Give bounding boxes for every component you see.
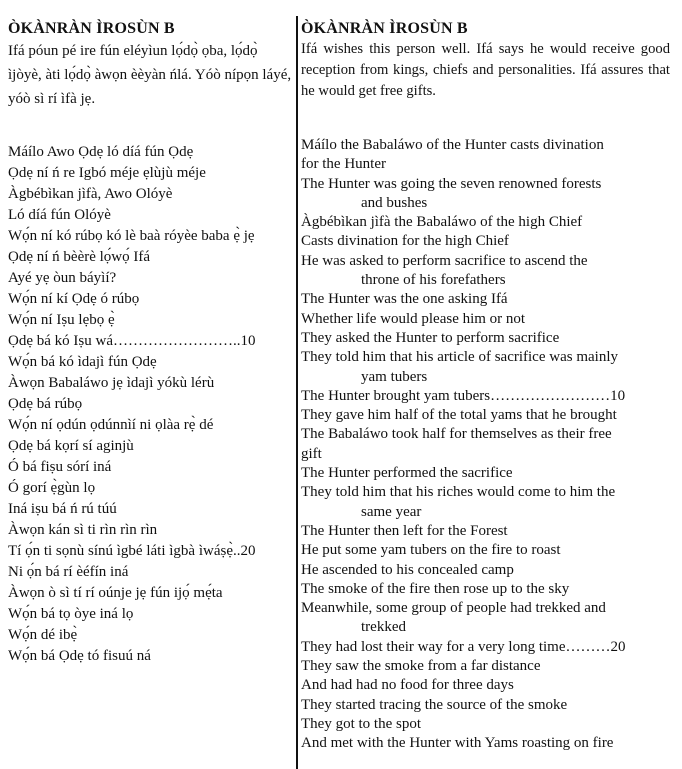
english-verse-text: The Hunter was the one asking Ifá: [301, 291, 508, 308]
english-verse-text: They started tracing the source of the smoke: [301, 696, 568, 713]
english-verse-line: [301, 522, 670, 541]
english-verse-line: [301, 425, 670, 464]
english-verse-text: Meanwhile, some group of people had trekked and: [301, 600, 606, 617]
yoruba-verse-line: Wọ́n ní kó rúbọ kó lè baà róyèe baba ẹ̀ jẹ: [8, 228, 255, 244]
english-verse-line: [301, 175, 670, 214]
english-verse-line: [301, 561, 670, 580]
english-verse-text: The Hunter was going the seven renowned forests: [301, 175, 602, 192]
english-verse-text: And had had no food for three days: [301, 677, 514, 694]
english-verse-text: They gave him half of the total yams that he brought: [301, 407, 617, 424]
english-verse-text: They got to the spot: [301, 715, 421, 732]
yoruba-verse-line: Ni ọ́n bá rí èéfín iná: [8, 564, 129, 580]
english-verse-list: [301, 136, 670, 754]
english-verse-text: They told him that his article of sacrifice was mainly: [301, 349, 618, 366]
yoruba-verse-list: [8, 142, 292, 667]
yoruba-verse-line: Wọ́n bá kó ìdajì fún Ọdẹ: [8, 354, 157, 370]
english-verse-text: They told him that his riches would come to him the: [301, 484, 616, 501]
english-verse-line: [301, 734, 670, 753]
english-verse-line: [301, 406, 670, 425]
english-verse-continuation: gift: [301, 445, 322, 462]
english-verse-text: Àgbébìkan jìfà the Babaláwo of the high Chief: [301, 214, 583, 231]
yoruba-verse-line: Wọ́n dé ibẹ̀: [8, 627, 78, 643]
english-verse-text: Máílo the Babaláwo of the Hunter casts divination: [301, 137, 604, 153]
english-verse-line: [301, 483, 670, 522]
english-verse-text: The Hunter brought yam tubers……………………10: [301, 387, 626, 404]
english-verse-line: [301, 696, 670, 715]
yoruba-verse-line: Ọdẹ ní ń re Igbó méje ẹlùjù méje: [8, 165, 206, 181]
english-verse-text: The Babaláwo took half for themselves as their free: [301, 426, 612, 443]
yoruba-verse-line: Tí ọ́n ti sọnù sínú ìgbé láti ìgbà ìwáṣẹ̀..20: [8, 543, 256, 559]
yoruba-verse-line: Ó gorí ẹ̀gùn lọ: [8, 480, 96, 496]
english-verse-text: He put some yam tubers on the fire to roast: [301, 542, 561, 559]
yoruba-column: [8, 18, 292, 664]
yoruba-verse-line: Wọ́n bá Ọdẹ tó fisuú ná: [8, 648, 151, 664]
english-verse-line: [301, 348, 670, 387]
english-verse-line: [301, 599, 670, 638]
yoruba-verse-line: Àwọn ò sì tí rí oúnje jẹ fún ijọ́ mẹ́ta: [8, 585, 223, 601]
english-verse-line: [301, 290, 670, 309]
english-verse-line: [301, 676, 670, 695]
yoruba-verse-line: Ayé yẹ òun báyìí?: [8, 270, 117, 286]
english-verse-line: [301, 329, 670, 348]
english-verse-line: [301, 580, 670, 599]
english-verse-text: And met with the Hunter with Yams roasting on fire: [301, 735, 614, 752]
english-verse-continuation: yam tubers: [361, 368, 428, 385]
english-verse-line: [301, 657, 670, 676]
english-verse-text: They saw the smoke from a far distance: [301, 658, 541, 675]
english-verse-line: [301, 252, 670, 291]
yoruba-verse-line: Ó bá fiṣu sórí iná: [8, 459, 112, 475]
english-verse-text: The Hunter performed the sacrifice: [301, 465, 513, 482]
english-intro: Ifá wishes this person well. Ifá says he would receive good reception from kings, chiefs and personalities. Ifá assures that he would get free gifts.: [301, 41, 670, 99]
english-verse-continuation: same year: [361, 503, 422, 520]
english-verse-text: Whether life would please him or not: [301, 310, 526, 327]
english-title: ÒKÀNRÀN ÌROSÙN B: [301, 20, 468, 37]
yoruba-verse-line: Iná iṣu bá ń rú túú: [8, 501, 117, 517]
english-verse-continuation: trekked: [361, 619, 406, 636]
yoruba-intro: Ifá póun pé ire fún eléyìun lọ́dọ̀ ọba, lọ́dọ̀ ìjòyè, àti lọ́dọ̀ àwọn èèyàn ńlá. Yóò nípọn láyé, yóò sì rí ìfà jẹ.: [8, 43, 292, 107]
yoruba-verse-line: Wọ́n ní kí Ọdẹ ó rúbọ: [8, 291, 140, 307]
english-verse-line: [301, 213, 670, 232]
english-verse-text: He ascended to his concealed camp: [301, 561, 514, 578]
yoruba-verse-line: Ọdẹ bá kọrí sí aginjù: [8, 438, 134, 454]
english-verse-line: [301, 541, 670, 560]
yoruba-verse-line: Máílo Awo Ọdẹ ló díá fún Ọdẹ: [8, 144, 194, 160]
english-verse-text: They had lost their way for a very long time………20: [301, 638, 626, 655]
yoruba-verse-line: Àwọn kán sì ti rìn rìn rìn: [8, 522, 158, 538]
yoruba-verse-line: Ọdẹ ní ń bèèrè lọ́wọ́ Ifá: [8, 249, 151, 265]
english-verse-continuation: for the Hunter: [301, 156, 386, 173]
english-verse-line: [301, 136, 670, 175]
yoruba-verse-line: Ló díá fún Olóyè: [8, 207, 111, 223]
yoruba-verse-line: Ọdẹ bá rúbọ: [8, 396, 83, 412]
yoruba-verse-line: Wọ́n ní Iṣu lẹbọ ẹ̀: [8, 312, 115, 328]
english-verse-text: The Hunter then left for the Forest: [301, 522, 508, 539]
yoruba-verse-line: Wọ́n ní ọdún ọdúnnìí ni ọlàa rẹ̀ dé: [8, 417, 214, 433]
english-verse-line: [301, 232, 670, 251]
english-verse-text: Casts divination for the high Chief: [301, 233, 509, 250]
english-verse-line: [301, 638, 670, 657]
english-verse-line: [301, 387, 670, 406]
english-verse-continuation: and bushes: [361, 194, 428, 211]
english-column: [301, 18, 670, 752]
english-verse-text: He was asked to perform sacrifice to ascend the: [301, 252, 588, 269]
yoruba-title: ÒKÀNRÀN ÌROSÙN B: [8, 20, 175, 37]
yoruba-verse-line: Wọ́n bá tọ òye iná lọ: [8, 606, 134, 622]
english-verse-line: [301, 715, 670, 734]
english-verse-continuation: throne of his forefathers: [361, 272, 506, 289]
yoruba-verse-line: Ọdẹ bá kó Iṣu wá……………………..10: [8, 333, 256, 349]
yoruba-verse-line: Àgbébìkan jìfà, Awo Olóyè: [8, 186, 173, 202]
column-divider: [296, 16, 298, 769]
english-verse-text: They asked the Hunter to perform sacrifice: [301, 329, 560, 346]
english-verse-text: The smoke of the fire then rose up to the sky: [301, 580, 570, 597]
english-verse-line: [301, 464, 670, 483]
yoruba-verse-line: Àwọn Babaláwo jẹ ìdajì yókù lérù: [8, 375, 215, 391]
english-verse-line: [301, 310, 670, 329]
